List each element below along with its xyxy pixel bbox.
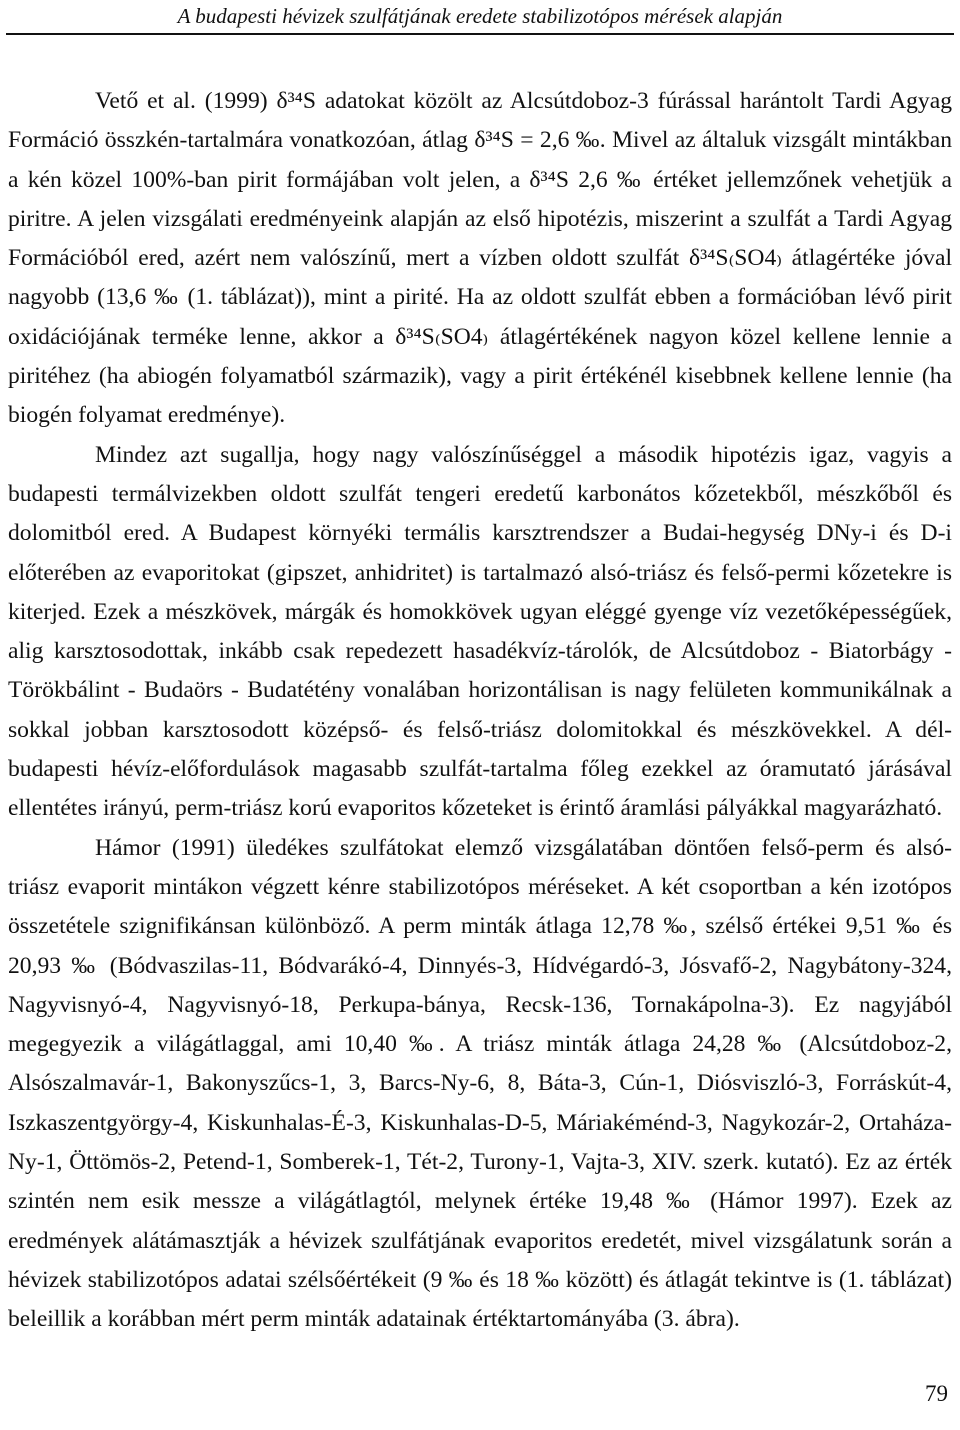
paragraph-2: Mindez azt sugallja, hogy nagy valószínűséggel a második hipotézis igaz, vagyis a budapesti termálvizekben oldott szulfát tengeri eredetű karbonátos kőzetekből, mészkőből és dolomitból ered. A Budapest környéki termális karsztrendszer a Budai-hegység DNy-i és D-i előterében az evaporitokat (gipszet, anhidritet) is tartalmazó alsó-triász és felső-permi kőzetekre is kiterjed. Ezek a mészkövek, márgák és homokkövek ugyan eléggé gyenge víz vezetőképességűek, alig karsztosodottak, inkább csak repedezett hasadékvíz-tárolók, de Alcsútdoboz - Biatorbágy - Törökbálint - Budaörs - Budatétény vonalában horizontálisan is nagy felületen kommunikálnak a sokkal jobban karsztosodott középső- és felső-triász dolomitokkal és mészkövekkel. A dél-budapesti hévíz-előfordulások magasabb szulfát-tartalma főleg ezekkel az óramutató járásával ellentétes irányú, perm-triász korú evaporitos kőzeteket is érintő áramlási pályákkal magyarázható. bbox=[8, 441, 952, 822]
paragraph-3: Hámor (1991) üledékes szulfátokat elemző vizsgálatában döntően felső-perm és alsó-triász evaporit mintákon végzett kénre stabilizotópos méréseket. A két csoportban a kén izotópos összetétele szignifikánsan különböző. A perm minták átlaga 12,78 ‰, szélső értékei 9,51 ‰ és 20,93 ‰ (Bódvaszilas-11, Bódvarákó-4, Dinnyés-3, Hídvégardó-3, Jósvafő-2, Nagybátony-324, Nagyvisnyó-4, Nagyvisnyó-18, Perkupa-bánya, Recsk-136, Tornakápolna-3). Ez nagyjából megegyezik a világátlaggal, ami 10,40 ‰. A triász minták átlaga 24,28 ‰ (Alcsútdoboz-2, Alsószalmavár-1, Bakonyszűcs-1, 3, Barcs-Ny-6, 8, Báta-3, Cún-1, Diósviszló-3, Forráskút-4, Iszkaszentgyörgy-4, Kiskunhalas-É-3, Kiskunhalas-D-5, Máriakéménd-3, Nagykozár-2, Ortaháza-Ny-1, Öttömös-2, Petend-1, Somberek-1, Tét-2, Turony-1, Vajta-3, XIV. szerk. kutató). Ez az érték szintén nem esik messze a világátlagtól, melynek értéke 19,48 ‰ (Hámor 1997). Ezek az eredmények alátámasztják a hévizek szulfátjának evaporitos eredetét, mivel vizsgálatunk során a hévizek stabilizotópos adatai szélsőértékeit (9 ‰ és 18 ‰ között) és átlagát tekintve is (1. táblázat) beleillik a korábban mért perm minták adatainak értéktartományába (3. ábra). bbox=[8, 834, 952, 1333]
article-body bbox=[8, 82, 952, 1340]
running-header: A budapesti hévizek szulfátjának eredete stabilizotópos mérések alapján bbox=[177, 4, 783, 28]
header-rule bbox=[6, 33, 954, 35]
paragraph-1: Vető et al. (1999) δ³⁴S adatokat közölt az Alcsútdoboz-3 fúrással harántolt Tardi Agyag Formáció összkén-tartalmára vonatkozóan, átlag δ³⁴S = 2,6 ‰. Mivel az általuk vizsgált mintákban a kén közel 100%-ban pirit formájában volt jelen, a δ³⁴S 2,6 ‰ értéket jellemzőnek vehetjük a piritre. A jelen vizsgálati eredményeink alapján az első hipotézis, miszerint a szulfát a Tardi Agyag Formációból ered, azért nem valószínű, mert a vízben oldott szulfát δ³⁴S₍SO4₎ átlagértéke jóval nagyobb (13,6 ‰ (1. táblázat)), mint a pirité. Ha az oldott szulfát ebben a formációban lévő pirit oxidációjának terméke lenne, akkor a δ³⁴S₍SO4₎ átlagértékének nagyon közel kellene lennie a piritéhez (ha abiogén folyamatból származik), vagy a pirit értékénél kisebbnek kellene lennie (ha biogén folyamat eredménye). bbox=[8, 88, 952, 429]
page-number: 79 bbox=[925, 1381, 948, 1406]
